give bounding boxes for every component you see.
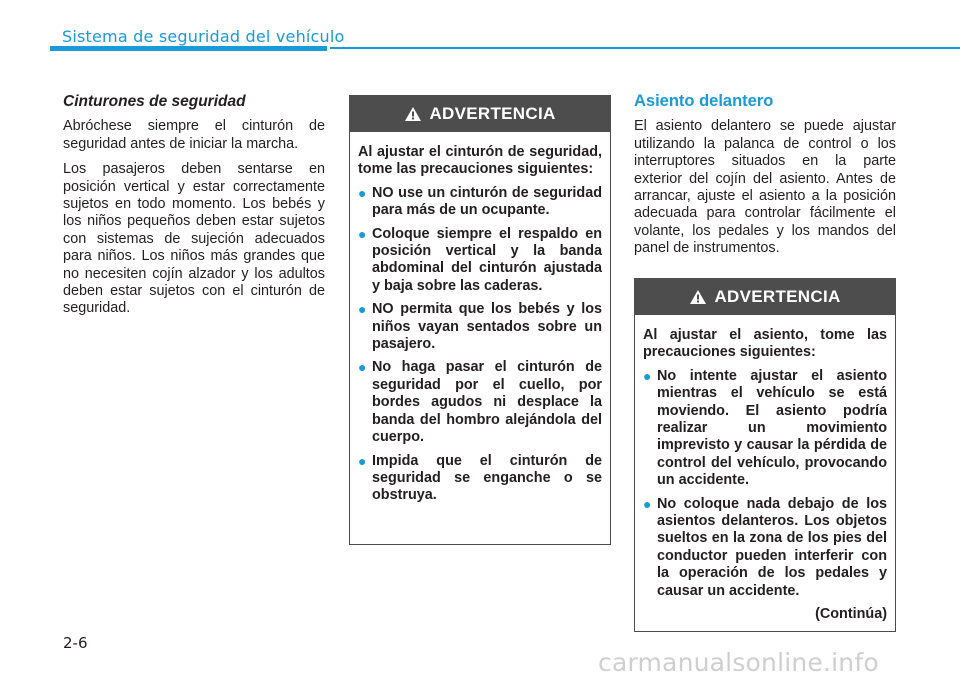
section-header-title: Sistema de seguridad del vehículo xyxy=(62,27,345,46)
warning-box-seat xyxy=(634,278,896,632)
warning-lead: Al ajustar el cinturón de seguridad, tome las precauciones siguientes: xyxy=(358,144,602,178)
seatbelts-paragraph-1: Abróchese siempre el cinturón de seguridad antes de iniciar la marcha. xyxy=(63,118,325,152)
warning-list xyxy=(643,368,887,600)
bullet-icon: ● xyxy=(358,301,367,318)
bullet-icon: ● xyxy=(358,359,367,376)
bullet-icon: ● xyxy=(643,495,652,512)
warning-body xyxy=(350,132,610,505)
front-seat-heading: Asiento delantero xyxy=(634,92,774,110)
warning-item-text: Coloque siempre el respaldo en posición vertical y la banda abdominal del cinturón ajustada y baja sobre las caderas. xyxy=(372,225,602,294)
warning-item-text: NO use un cinturón de seguridad para más de un ocupante. xyxy=(372,184,602,219)
warning-item-text: No intente ajustar el asiento mientras el vehículo se está moviendo. El asiento podría realizar un movimiento imprevisto y causar la pérdida de control del vehículo, provocando un accidente. xyxy=(657,367,887,489)
header-rule-thick xyxy=(50,46,327,51)
column-seatbelts xyxy=(63,93,325,326)
warning-box-seatbelt xyxy=(349,95,611,545)
page-number: 2-6 xyxy=(63,634,88,652)
seatbelts-heading: Cinturones de seguridad xyxy=(63,93,246,110)
header-rule-thin xyxy=(330,47,960,49)
warning-item xyxy=(643,368,887,490)
column-front-seat xyxy=(634,93,896,266)
bullet-icon: ● xyxy=(643,367,652,384)
warning-item-text: No haga pasar el cinturón de seguridad por el cuello, por bordes agudos ni desplace la banda del hombro alejándola del cuerpo. xyxy=(372,359,602,446)
warning-item-text: Impida que el cinturón de seguridad se enganche o se obstruya. xyxy=(372,452,602,504)
watermark: carmanualsonline.info xyxy=(598,648,879,676)
warning-item xyxy=(358,359,602,446)
warning-heading-label: ADVERTENCIA xyxy=(714,287,841,306)
warning-item xyxy=(643,496,887,600)
bullet-icon: ● xyxy=(358,225,367,242)
bullet-icon: ● xyxy=(358,184,367,201)
warning-heading-label: ADVERTENCIA xyxy=(429,104,556,123)
warning-body xyxy=(635,315,895,624)
warning-lead: Al ajustar el asiento, tome las precauciones siguientes: xyxy=(643,327,887,361)
warning-item xyxy=(358,453,602,505)
warning-triangle-icon xyxy=(404,106,422,122)
warning-item xyxy=(358,301,602,353)
warning-header xyxy=(635,279,895,315)
seatbelts-paragraph-2: Los pasajeros deben sentarse en posición vertical y estar correctamente sujetos en todo momento. Los bebés y los niños pequeños deben estar sujetos con sistemas de sujeción adecuados para niños. Los niños más grandes que no necesiten cojín alzador y los adultos deben estar sujetos con el cinturón de seguridad. xyxy=(63,161,325,317)
continued-label: (Continúa) xyxy=(815,606,887,623)
bullet-icon: ● xyxy=(358,452,367,469)
front-seat-paragraph: El asiento delantero se puede ajustar utilizando la palanca de control o los interruptores situados en la parte exterior del cojín del asiento. Antes de arrancar, ajuste el asiento a la posición adecuada para controlar fácilmente el volante, los pedales y los mandos del panel de instrumentos. xyxy=(634,118,896,257)
warning-item xyxy=(358,185,602,220)
warning-list xyxy=(358,185,602,505)
warning-item xyxy=(358,226,602,296)
warning-item-text: No coloque nada debajo de los asientos delanteros. Los objetos sueltos en la zona de los pies del conductor pueden interferir con la operación de los pedales y causar un accidente. xyxy=(657,495,887,599)
warning-header xyxy=(350,96,610,132)
warning-item-text: NO permita que los bebés y los niños vayan sentados sobre un pasajero. xyxy=(372,301,602,353)
warning-triangle-icon xyxy=(689,289,707,305)
